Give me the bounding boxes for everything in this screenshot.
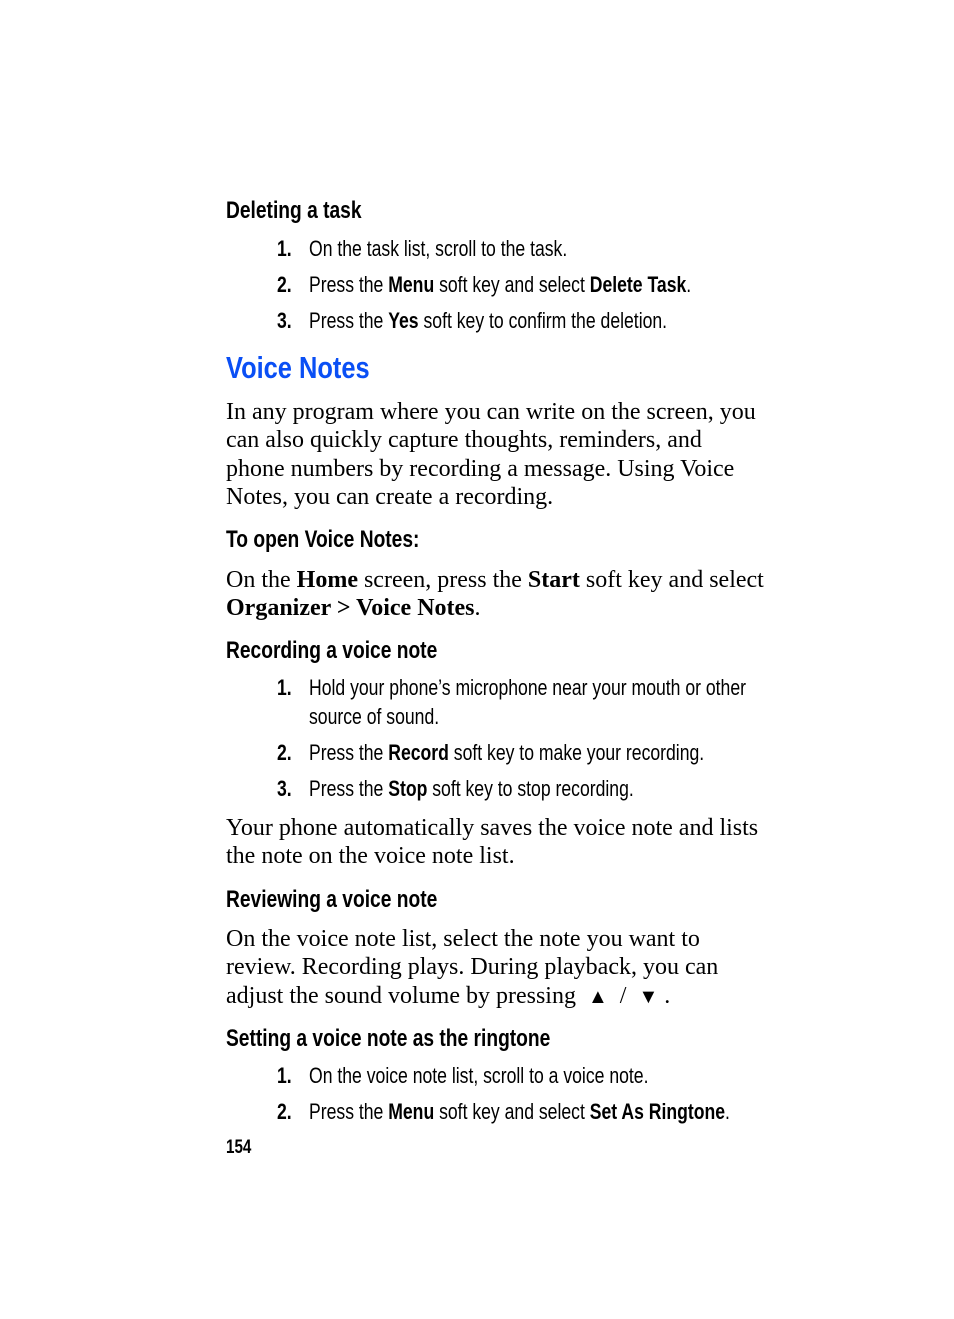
text-part: On the xyxy=(226,567,297,593)
volume-down-icon: ▼ xyxy=(638,985,659,1008)
step-number: 2. xyxy=(277,1099,292,1124)
text-part: . xyxy=(664,982,671,1009)
step-text-part: . xyxy=(686,272,692,297)
paragraph-line: the note on the voice note list. xyxy=(226,843,515,870)
heading-open-voice-notes: To open Voice Notes: xyxy=(226,526,420,553)
step-text xyxy=(309,271,691,299)
paragraph-line: can also quickly capture thoughts, reminders, and xyxy=(226,427,702,454)
step-text-part: soft key and select xyxy=(434,1099,590,1124)
softkey-yes-label: Yes xyxy=(388,308,419,333)
heading-set-ringtone: Setting a voice note as the ringtone xyxy=(226,1025,551,1052)
home-screen-label: Home xyxy=(296,567,358,593)
step-text-part: Press the xyxy=(309,308,389,333)
step-number: 2. xyxy=(277,740,292,765)
step-number: 1. xyxy=(277,675,292,700)
step-text-part: soft key to confirm the deletion. xyxy=(418,308,668,333)
review-paragraph xyxy=(226,925,718,1011)
paragraph-line xyxy=(226,566,764,594)
step-number: 1. xyxy=(277,1063,292,1088)
step-number: 2. xyxy=(277,272,292,297)
text-part: adjust the sound volume by pressing xyxy=(226,982,576,1009)
step-text: On the voice note list, scroll to a voice note. xyxy=(309,1063,649,1088)
heading-reviewing-voice-note: Reviewing a voice note xyxy=(226,886,438,913)
step-text-part: Press the xyxy=(309,272,389,297)
section-title-voice-notes: Voice Notes xyxy=(226,350,370,385)
text-part: soft key and select xyxy=(579,567,764,593)
step-number: 1. xyxy=(277,236,292,261)
menu-option-set-as-ringtone: Set As Ringtone xyxy=(589,1099,726,1124)
step-text-part: soft key to make your recording. xyxy=(448,740,705,765)
softkey-stop-label: Stop xyxy=(388,776,428,801)
step-text xyxy=(309,235,567,263)
paragraph-line: phone numbers by recording a message. Using Voice xyxy=(226,455,735,482)
step-text-part: Press the xyxy=(309,1099,389,1124)
step-number: 3. xyxy=(277,776,292,801)
step-text-part: soft key to stop recording. xyxy=(427,776,634,801)
autosave-paragraph xyxy=(226,814,758,871)
step-text xyxy=(309,775,634,803)
intro-paragraph xyxy=(226,398,756,512)
paragraph-line xyxy=(226,982,718,1011)
step-text: source of sound. xyxy=(309,704,440,729)
heading-deleting-task: Deleting a task xyxy=(226,197,362,224)
paragraph-line: Notes, you can create a recording. xyxy=(226,484,554,511)
paragraph-line: review. Recording plays. During playback, you can xyxy=(226,954,719,981)
open-instructions xyxy=(226,566,764,623)
softkey-start-label: Start xyxy=(527,567,580,593)
separator: / xyxy=(619,982,627,1009)
softkey-menu-label: Menu xyxy=(388,272,435,297)
step-text-part: On the task list, scroll to the task. xyxy=(309,236,568,261)
step-text-part: Press the xyxy=(309,740,389,765)
paragraph-line: In any program where you can write on the screen, you xyxy=(226,399,756,425)
step-number: 3. xyxy=(277,308,292,333)
volume-up-icon: ▲ xyxy=(587,985,608,1008)
paragraph-line: On the voice note list, select the note you want to xyxy=(226,926,700,952)
step-text xyxy=(309,307,667,335)
text-part: screen, press the xyxy=(357,567,528,593)
step-text xyxy=(309,739,704,767)
page-number: 154 xyxy=(226,1137,252,1158)
paragraph-line: Your phone automatically saves the voice note and lists xyxy=(226,815,759,841)
menu-path-organizer-voice-notes: Organizer > Voice Notes xyxy=(226,595,475,622)
step-text-part: Press the xyxy=(309,776,389,801)
softkey-record-label: Record xyxy=(388,740,449,765)
step-text-part: . xyxy=(725,1099,730,1124)
text-part: . xyxy=(474,595,481,622)
step-text: Hold your phone’s microphone near your mouth or other xyxy=(309,675,746,700)
softkey-menu-label: Menu xyxy=(388,1099,435,1124)
menu-option-delete-task: Delete Task xyxy=(589,272,687,297)
heading-recording-voice-note: Recording a voice note xyxy=(226,637,438,664)
paragraph-line xyxy=(226,594,764,622)
step-text xyxy=(309,1098,730,1126)
step-text-part: soft key and select xyxy=(434,272,590,297)
